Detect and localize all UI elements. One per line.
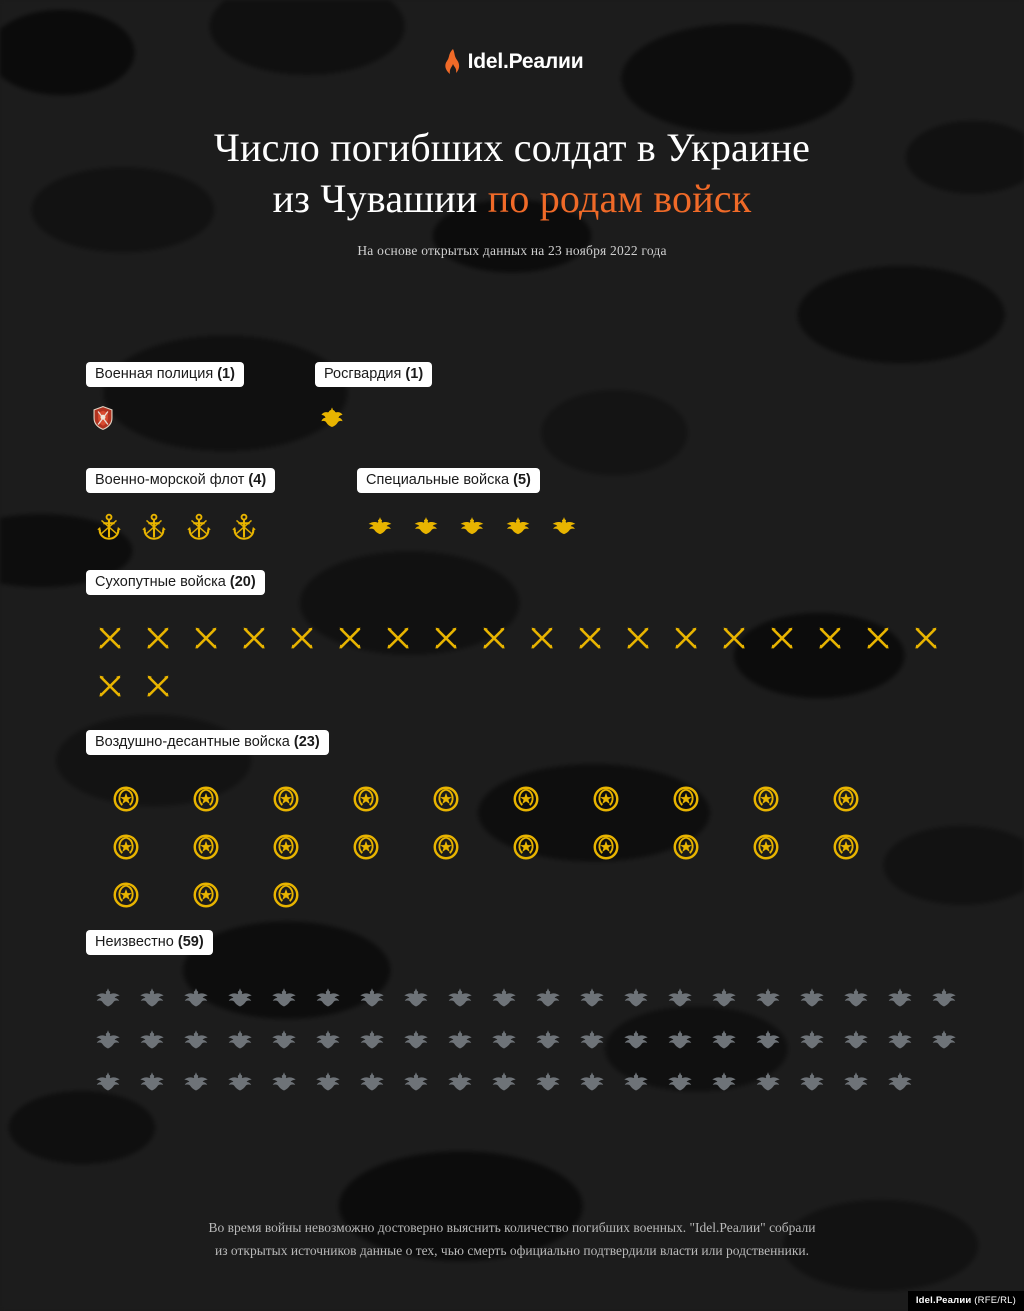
- eagle-grey-icon: [262, 977, 306, 1019]
- eagle-grey-icon: [482, 1061, 526, 1103]
- eagle-grey-icon: [746, 1061, 790, 1103]
- group-vmf: [86, 468, 275, 547]
- winged-star-icon: [486, 823, 566, 871]
- footer-note-line-2: из открытых источников данные о тех, чью смерть официально подтвердили власти или родственники.: [215, 1243, 809, 1259]
- group-icons: [86, 977, 966, 1103]
- eagle-grey-icon: [614, 1019, 658, 1061]
- group-label-text: Сухопутные войска: [95, 574, 226, 590]
- group-label: [357, 468, 540, 493]
- eagle-wings-icon: [449, 509, 495, 543]
- winged-star-icon: [406, 823, 486, 871]
- eagle-grey-icon: [86, 1061, 130, 1103]
- anchor-icon: [131, 507, 176, 547]
- eagle-grey-icon: [570, 1019, 614, 1061]
- winged-star-icon: [86, 871, 166, 919]
- footer-note-line-1: Во время войны невозможно достоверно выяснить количество погибших военных. "Idel.Реалии" собрали: [208, 1220, 816, 1236]
- title-line-2-accent: по родам войск: [487, 176, 752, 222]
- winged-star-icon: [726, 823, 806, 871]
- crossed-swords-icon: [86, 615, 134, 663]
- winged-star-icon: [806, 775, 886, 823]
- winged-star-icon: [246, 823, 326, 871]
- eagle-grey-icon: [438, 1019, 482, 1061]
- eagle-grey-icon: [834, 977, 878, 1019]
- eagle-grey-icon: [702, 1019, 746, 1061]
- group-suhoputnye-voyska: [86, 570, 966, 711]
- group-count: (20): [229, 574, 256, 590]
- crossed-swords-icon: [278, 615, 326, 663]
- eagle-grey-icon: [350, 1019, 394, 1061]
- title-line-2: [0, 173, 1024, 224]
- group-icons: [86, 615, 950, 711]
- winged-star-icon: [486, 775, 566, 823]
- eagle-grey-icon: [878, 1019, 922, 1061]
- eagle-grey-icon: [262, 1019, 306, 1061]
- anchor-icon: [86, 507, 131, 547]
- eagle-grey-icon: [878, 977, 922, 1019]
- eagle-grey-icon: [922, 1019, 966, 1061]
- group-label: [86, 730, 329, 755]
- eagle-grey-icon: [570, 977, 614, 1019]
- eagle-grey-icon: [482, 1019, 526, 1061]
- eagle-grey-icon: [218, 1019, 262, 1061]
- eagle-grey-icon: [658, 1061, 702, 1103]
- eagle-grey-icon: [306, 977, 350, 1019]
- group-label-text: Военная полиция: [95, 366, 214, 382]
- page-subtitle: На основе открытых данных на 23 ноября 2022 года: [357, 243, 667, 258]
- eagle-grey-icon: [834, 1019, 878, 1061]
- eagle-grey-icon: [834, 1061, 878, 1103]
- group-count: (5): [513, 472, 531, 488]
- group-label-text: Военно-морской флот: [95, 472, 245, 488]
- crossed-swords-icon: [614, 615, 662, 663]
- eagle-grey-icon: [482, 977, 526, 1019]
- crossed-swords-icon: [662, 615, 710, 663]
- eagle-grey-icon: [394, 977, 438, 1019]
- group-count: (1): [405, 366, 424, 382]
- eagle-grey-icon: [658, 1019, 702, 1061]
- group-voennaya-policiya: [86, 362, 244, 435]
- eagle-grey-icon: [526, 1019, 570, 1061]
- eagle-grey-icon: [702, 1061, 746, 1103]
- group-label-text: Специальные войска: [366, 472, 510, 488]
- eagle-grey-icon: [438, 1061, 482, 1103]
- crossed-swords-icon: [230, 615, 278, 663]
- group-label: [86, 362, 244, 387]
- eagle-wings-icon: [403, 509, 449, 543]
- group-icons: [86, 507, 266, 547]
- winged-star-icon: [86, 823, 166, 871]
- crossed-swords-icon: [374, 615, 422, 663]
- eagle-grey-icon: [746, 977, 790, 1019]
- winged-star-icon: [246, 871, 326, 919]
- group-count: (23): [293, 734, 320, 750]
- eagle-grey-icon: [86, 977, 130, 1019]
- eagle-grey-icon: [218, 1061, 262, 1103]
- eagle-grey-icon: [350, 1061, 394, 1103]
- group-count: (1): [217, 366, 235, 382]
- eagle-wings-icon: [357, 509, 403, 543]
- credit-badge: [908, 1291, 1024, 1311]
- eagle-grey-icon: [790, 977, 834, 1019]
- group-label: [86, 468, 275, 493]
- group-label: [315, 362, 432, 387]
- eagle-wings-icon: [541, 509, 587, 543]
- site-logo: [0, 48, 1024, 76]
- group-label: [86, 570, 265, 595]
- eagle-grey-icon: [130, 1019, 174, 1061]
- crossed-swords-icon: [758, 615, 806, 663]
- eagle-grey-icon: [306, 1061, 350, 1103]
- winged-star-icon: [646, 823, 726, 871]
- flame-icon: [441, 48, 461, 76]
- eagle-grey-icon: [218, 977, 262, 1019]
- eagle-grey-icon: [86, 1019, 130, 1061]
- group-icons: [357, 509, 587, 543]
- credit-brand: Idel.Реалии: [915, 1295, 972, 1306]
- crossed-swords-icon: [326, 615, 374, 663]
- crossed-swords-icon: [182, 615, 230, 663]
- group-icons: [86, 401, 120, 435]
- anchor-icon: [176, 507, 221, 547]
- crossed-swords-icon: [566, 615, 614, 663]
- eagle-grey-icon: [438, 977, 482, 1019]
- group-specialnye-voyska: [357, 468, 587, 543]
- crossed-swords-icon: [854, 615, 902, 663]
- group-count: (59): [177, 934, 204, 950]
- eagle-grey-icon: [922, 977, 966, 1019]
- crossed-swords-icon: [710, 615, 758, 663]
- winged-star-icon: [166, 823, 246, 871]
- winged-star-icon: [326, 775, 406, 823]
- anchor-icon: [221, 507, 266, 547]
- group-icons: [86, 775, 886, 919]
- page-title: [0, 122, 1024, 224]
- group-label-text: Неизвестно: [95, 934, 174, 950]
- eagle-grey-icon: [790, 1061, 834, 1103]
- eagle-grey-icon: [614, 977, 658, 1019]
- crossed-swords-icon: [86, 663, 134, 711]
- winged-star-icon: [166, 775, 246, 823]
- group-neizvestno: [86, 930, 966, 1103]
- group-label-text: Воздушно-десантные войска: [95, 734, 290, 750]
- group-label-text: Росгвардия: [324, 366, 402, 382]
- eagle-grey-icon: [174, 977, 218, 1019]
- crossed-swords-icon: [422, 615, 470, 663]
- eagle-grey-icon: [394, 1019, 438, 1061]
- crossed-swords-icon: [134, 663, 182, 711]
- logo-text: Idel.Реалии: [467, 50, 584, 73]
- eagle-grey-icon: [130, 1061, 174, 1103]
- credit-source: (RFE/RL): [971, 1295, 1016, 1306]
- group-vdv: [86, 730, 966, 919]
- shield-red-icon: [86, 401, 120, 435]
- winged-star-icon: [326, 823, 406, 871]
- winged-star-icon: [566, 775, 646, 823]
- title-line-2-plain: из Чувашии: [272, 176, 488, 222]
- eagle-grey-icon: [878, 1061, 922, 1103]
- eagle-grey-icon: [702, 977, 746, 1019]
- eagle-grey-icon: [174, 1061, 218, 1103]
- group-count: (4): [248, 472, 267, 488]
- eagle-grey-icon: [614, 1061, 658, 1103]
- crossed-swords-icon: [134, 615, 182, 663]
- eagle-grey-icon: [526, 977, 570, 1019]
- group-icons: [315, 401, 349, 435]
- group-label: [86, 930, 213, 955]
- title-line-1: Число погибших солдат в Украине: [213, 125, 811, 170]
- eagle-grey-icon: [306, 1019, 350, 1061]
- winged-star-icon: [806, 823, 886, 871]
- eagle-grey-icon: [526, 1061, 570, 1103]
- crossed-swords-icon: [470, 615, 518, 663]
- eagle-grey-icon: [790, 1019, 834, 1061]
- winged-star-icon: [566, 823, 646, 871]
- eagle-grey-icon: [350, 977, 394, 1019]
- eagle-grey-icon: [746, 1019, 790, 1061]
- eagle-grey-icon: [262, 1061, 306, 1103]
- winged-star-icon: [86, 775, 166, 823]
- eagle-wings-icon: [495, 509, 541, 543]
- crossed-swords-icon: [518, 615, 566, 663]
- winged-star-icon: [246, 775, 326, 823]
- eagle-grey-icon: [394, 1061, 438, 1103]
- eagle-grey-icon: [570, 1061, 614, 1103]
- winged-star-icon: [646, 775, 726, 823]
- group-rosgvardiya: [315, 362, 432, 435]
- eagle-grey-icon: [130, 977, 174, 1019]
- eagle-grey-icon: [658, 977, 702, 1019]
- crossed-swords-icon: [902, 615, 950, 663]
- eagle-grey-icon: [174, 1019, 218, 1061]
- winged-star-icon: [726, 775, 806, 823]
- crossed-swords-icon: [806, 615, 854, 663]
- double-eagle-icon: [315, 401, 349, 435]
- winged-star-icon: [166, 871, 246, 919]
- winged-star-icon: [406, 775, 486, 823]
- footer-note: [0, 1217, 1024, 1263]
